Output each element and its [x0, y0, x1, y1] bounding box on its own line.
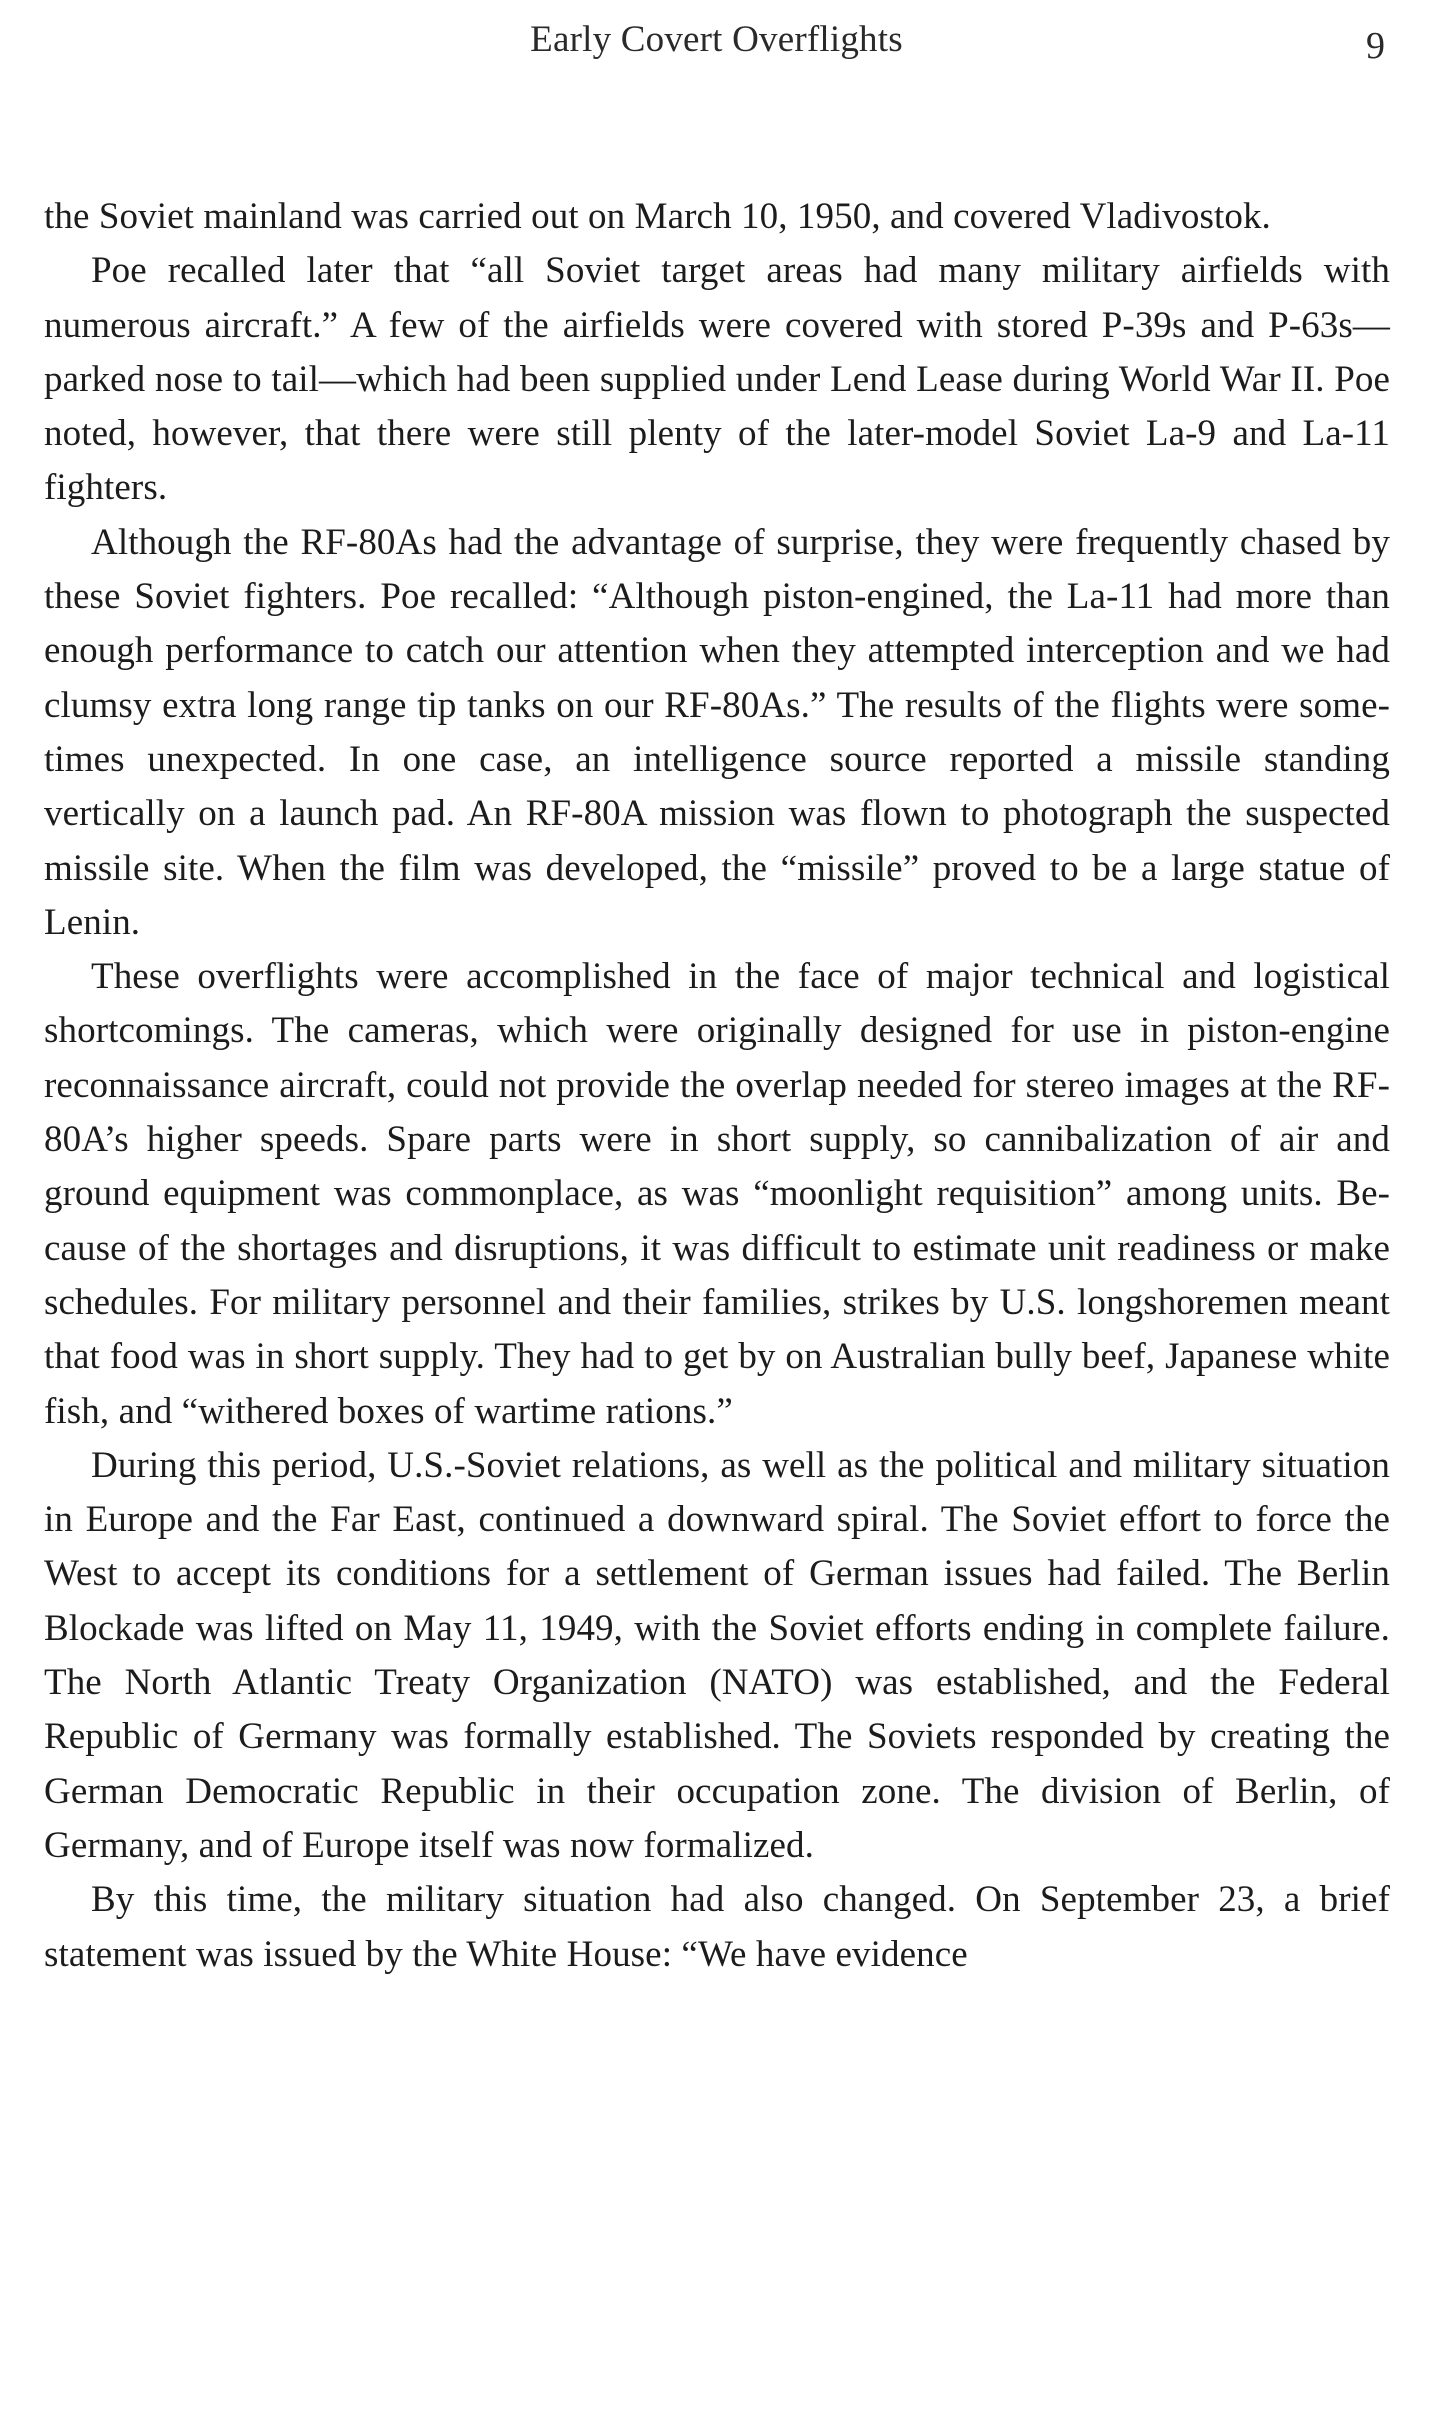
running-head	[0, 18, 1433, 78]
page-number: 9	[1366, 25, 1385, 67]
paragraph: By this time, the military situation had also changed. On September 23, a brief statement was issued by the White House: “We have evidence	[44, 1879, 1390, 1975]
paragraph: Although the RF-80As had the advantage of surprise, they were frequently chased by these Soviet fighters. Poe recalled: “Although piston-engined, the La-11 had more than enough performance to catch our attention when they attempted interception and we had clumsy extra long range tip tanks on our RF-80As.” The results of the flights were sometimes unexpected. In one case, an intelligence source reported a missile standing vertically on a launch pad. An RF-80A mission was flown to photograph the suspected missile site. When the film was developed, the “missile” proved to be a large statue of Lenin.	[44, 521, 1390, 943]
paragraph: Poe recalled later that “all Soviet target areas had many military airfields with numerous aircraft.” A few of the airfields were covered with stored P-39s and P-63s—parked nose to tail—which had been supplied under Lend Lease during World War II. Poe noted, however, that there were still plenty of the later-model Soviet La-9 and La-11 fighters.	[44, 250, 1390, 509]
paragraph: During this period, U.S.-Soviet relations, as well as the political and military situation in Europe and the Far East, continued a downward spiral. The Soviet effort to force the West to accept its conditions for a settlement of German issues had failed. The Berlin Blockade was lifted on May 11, 1949, with the Soviet efforts ending in complete failure. The North Atlantic Treaty Organization (NATO) was established, and the Federal Republic of Germany was formally established. The Soviets responded by creating the German Democratic Republic in their occupation zone. The division of Berlin, of Germany, and of Europe itself was now formalized.	[44, 1444, 1390, 1866]
running-title: Early Covert Overflights	[530, 19, 903, 60]
paragraph: These overflights were accomplished in the face of major technical and logistical shortcomings. The cameras, which were originally designed for use in piston-engine reconnaissance aircraft, could not provide the overlap needed for stereo images at the RF-80A’s higher speeds. Spare parts were in short supply, so cannibalization of air and ground equipment was commonplace, as was “moonlight requisition” among units. Because of the shortages and disruptions, it was difficult to estimate unit readiness or make schedules. For military personnel and their families, strikes by U.S. longshoremen meant that food was in short supply. They had to get by on Australian bully beef, Japanese white fish, and “withered boxes of wartime rations.”	[44, 956, 1390, 1432]
paragraph-continued: the Soviet mainland was carried out on March 10, 1950, and covered Vladivostok.	[44, 196, 1271, 237]
body-text	[44, 190, 1390, 1982]
